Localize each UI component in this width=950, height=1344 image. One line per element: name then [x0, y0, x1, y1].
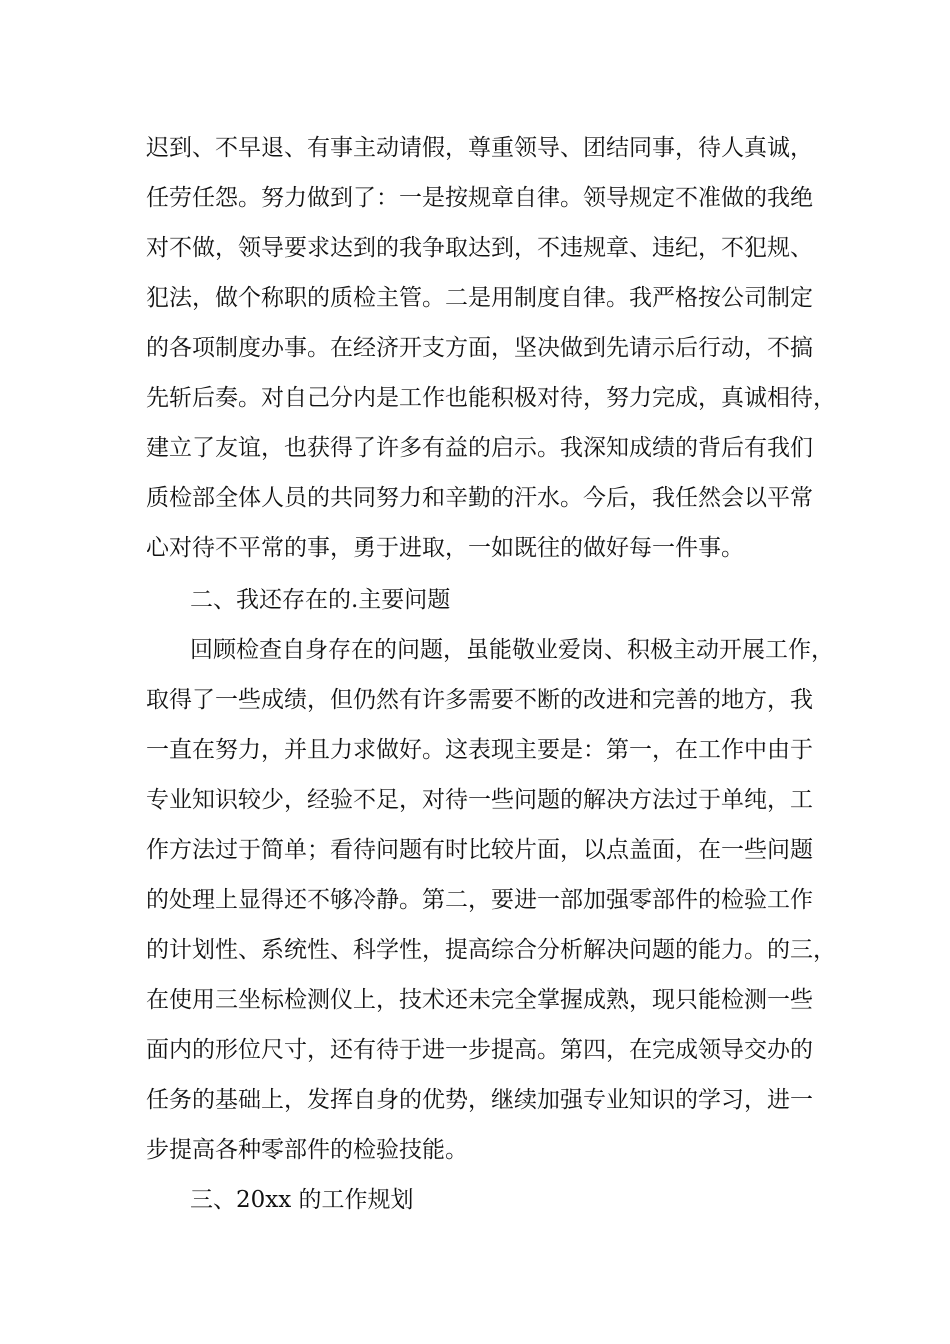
- paragraph1-line-7: 建立了友谊，也获得了许多有益的启示。我深知成绩的背后有我们: [146, 435, 813, 461]
- paragraph1-line-9: 心对待不平常的事，勇于进取，一如既往的做好每一件事。: [146, 535, 744, 561]
- paragraph1-line-2: 任劳任怨。努力做到了：一是按规章自律。领导规定不准做的我绝: [146, 185, 813, 211]
- paragraph1-line-8: 质检部全体人员的共同努力和辛勤的汗水。今后，我任然会以平常: [146, 485, 813, 511]
- section-heading-2: 二、我还存在的.主要问题: [190, 587, 451, 613]
- paragraph1-line-5: 的各项制度办事。在经济开支方面，坚决做到先请示后行动，不搞: [146, 335, 813, 361]
- paragraph2-line-10: 任务的基础上，发挥自身的优势，继续加强专业知识的学习，进一: [146, 1087, 813, 1113]
- paragraph2-line-8: 在使用三坐标检测仪上，技术还未完全掌握成熟，现只能检测一些: [146, 987, 813, 1013]
- paragraph2-line-5: 作方法过于简单；看待问题有时比较片面，以点盖面，在一些问题: [146, 837, 813, 863]
- section-heading-3: 三、20xx 的工作规划: [190, 1187, 414, 1213]
- paragraph2-line-9: 面内的形位尺寸，还有待于进一步提高。第四，在完成领导交办的: [146, 1037, 813, 1063]
- paragraph1-line-6: 先斩后奏。对自己分内是工作也能积极对待，努力完成，真诚相待，: [146, 385, 836, 411]
- paragraph2-line-1: 回顾检查自身存在的问题，虽能敬业爱岗、积极主动开展工作，: [190, 637, 834, 663]
- paragraph1-line-1: 迟到、不早退、有事主动请假，尊重领导、团结同事，待人真诚，: [146, 135, 813, 161]
- paragraph1-line-4: 犯法，做个称职的质检主管。二是用制度自律。我严格按公司制定: [146, 285, 813, 311]
- paragraph2-line-4: 专业知识较少，经验不足，对待一些问题的解决方法过于单纯，工: [146, 787, 813, 813]
- paragraph2-line-2: 取得了一些成绩，但仍然有许多需要不断的改进和完善的地方，我: [146, 687, 813, 713]
- paragraph1-line-3: 对不做，领导要求达到的我争取达到，不违规章、违纪，不犯规、: [146, 235, 813, 261]
- paragraph2-line-6: 的处理上显得还不够冷静。第二，要进一部加强零部件的检验工作: [146, 887, 813, 913]
- paragraph2-line-3: 一直在努力，并且力求做好。这表现主要是：第一，在工作中由于: [146, 737, 813, 763]
- paragraph2-line-11: 步提高各种零部件的检验技能。: [146, 1137, 468, 1163]
- paragraph2-line-7: 的计划性、系统性、科学性，提高综合分析解决问题的能力。的三，: [146, 937, 836, 963]
